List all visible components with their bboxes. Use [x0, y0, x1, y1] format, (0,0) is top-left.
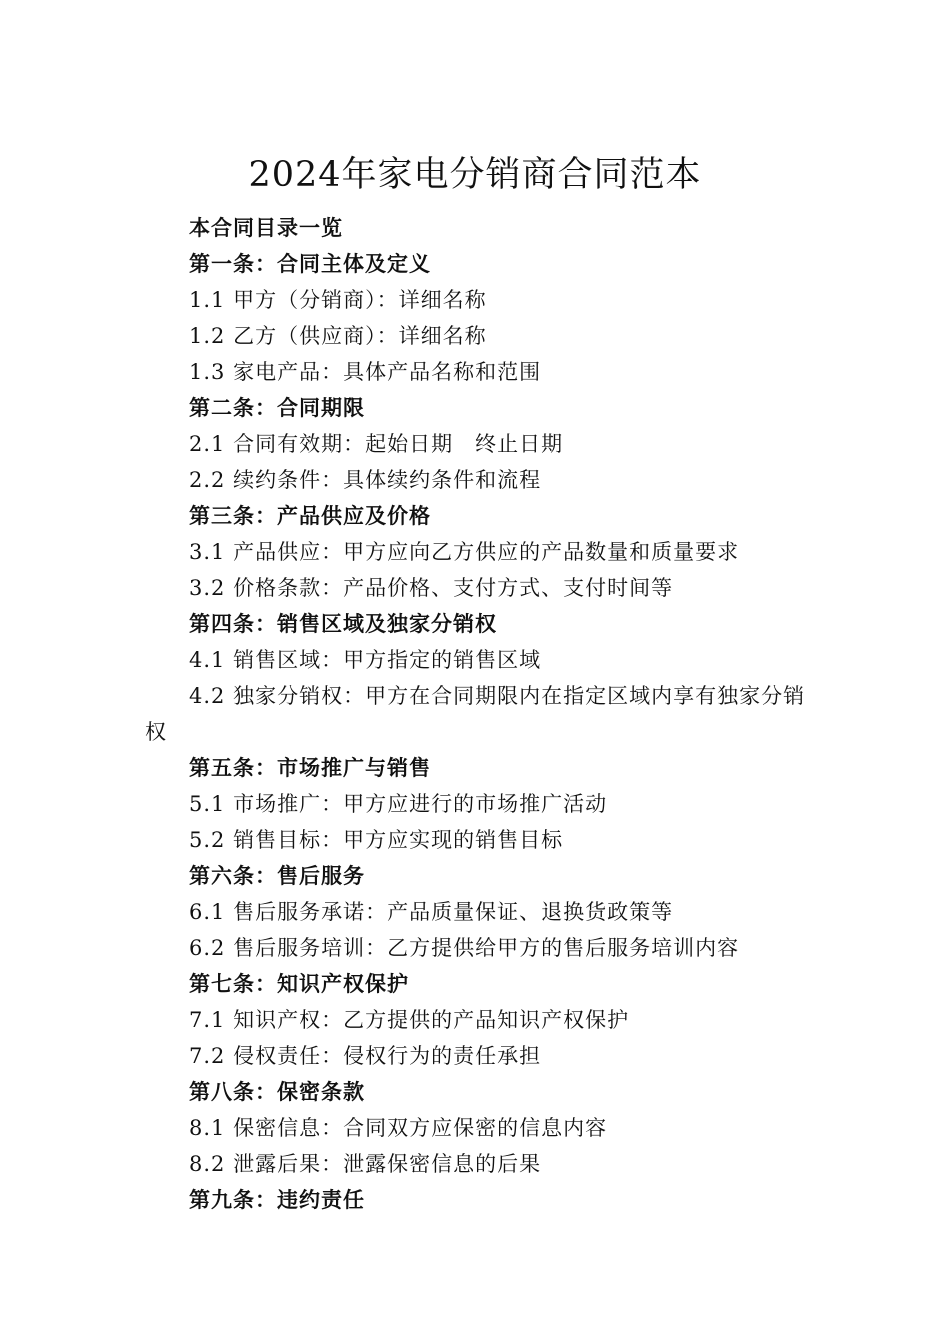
section-heading: 第九条：违约责任	[189, 1187, 365, 1212]
section-item: 5.1 市场推广：甲方应进行的市场推广活动	[189, 792, 608, 816]
section-item: 8.1 保密信息：合同双方应保密的信息内容	[189, 1116, 608, 1140]
section-heading: 第七条：知识产权保护	[189, 971, 409, 996]
section-item: 8.2 泄露后果：泄露保密信息的后果	[189, 1152, 542, 1176]
section-item: 2.1 合同有效期：起始日期 终止日期	[189, 432, 564, 456]
section-item: 6.1 售后服务承诺：产品质量保证、退换货政策等	[189, 900, 674, 924]
section-heading: 第一条：合同主体及定义	[189, 251, 431, 276]
section-heading: 第三条：产品供应及价格	[189, 503, 431, 528]
section-heading: 第八条：保密条款	[189, 1079, 365, 1104]
section-item: 1.1 甲方（分销商）：详细名称	[189, 288, 487, 312]
document-body	[145, 210, 825, 1218]
section-item: 7.2 侵权责任：侵权行为的责任承担	[189, 1044, 542, 1068]
section-heading: 第五条：市场推广与销售	[189, 755, 431, 780]
section-item-wrapped: 4.2 独家分销权：甲方在合同期限内在指定区域内享有独家分销权	[145, 684, 806, 744]
section-item: 4.1 销售区域：甲方指定的销售区域	[189, 648, 542, 672]
section-item: 3.2 价格条款：产品价格、支付方式、支付时间等	[189, 576, 674, 600]
section-heading: 第六条：售后服务	[189, 863, 365, 888]
section-item: 2.2 续约条件：具体续约条件和流程	[189, 468, 542, 492]
section-heading: 第二条：合同期限	[189, 395, 365, 420]
section-item: 1.3 家电产品：具体产品名称和范围	[189, 360, 542, 384]
section-item: 6.2 售后服务培训：乙方提供给甲方的售后服务培训内容	[189, 936, 740, 960]
toc-heading: 本合同目录一览	[189, 215, 343, 240]
document-title: 2024年家电分销商合同范本	[248, 155, 702, 195]
section-item: 7.1 知识产权：乙方提供的产品知识产权保护	[189, 1008, 630, 1032]
section-heading: 第四条：销售区域及独家分销权	[189, 611, 497, 636]
section-item: 1.2 乙方（供应商）：详细名称	[189, 324, 487, 348]
section-item: 5.2 销售目标：甲方应实现的销售目标	[189, 828, 564, 852]
section-item: 3.1 产品供应：甲方应向乙方供应的产品数量和质量要求	[189, 540, 740, 564]
